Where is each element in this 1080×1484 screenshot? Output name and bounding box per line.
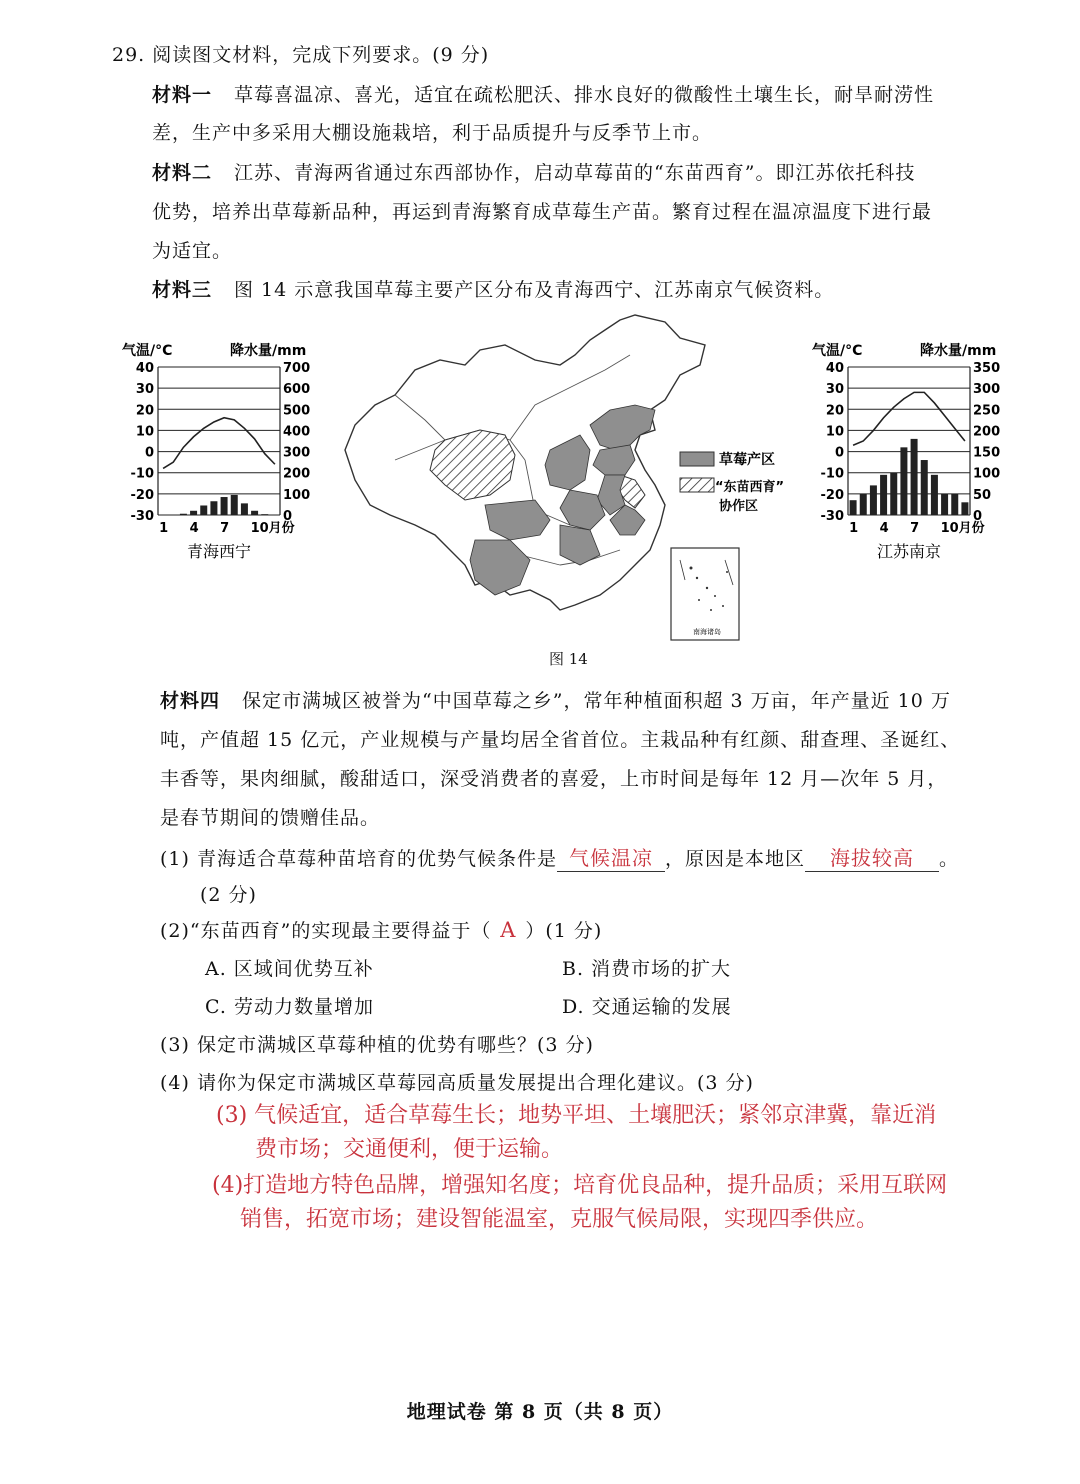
- material-4-line-3: 丰香等，果肉细腻，酸甜适口，深受消费者的喜爱，上市时间是每年 12 月—次年 5 月，: [160, 768, 948, 790]
- precip-bar: [261, 514, 268, 515]
- q3-line: (3) 保定市满城区草莓种植的优势有哪些？(3 分): [160, 1034, 594, 1056]
- china-map: [335, 310, 785, 650]
- x-tick-label: 4: [189, 521, 199, 536]
- q1-prefix: (1) 青海适合草莓种苗培育的优势气候条件是: [160, 848, 557, 870]
- temp-tick-label: -10: [820, 466, 844, 482]
- legend-coop-label-1: “东苗西育”: [715, 480, 785, 495]
- precip-tick-label: 200: [973, 424, 1001, 440]
- precip-tick-label: 600: [283, 382, 311, 398]
- material-4-label: 材料四: [160, 690, 221, 712]
- footer-text: 地理试卷 第 8 页（共 8 页）: [406, 1401, 674, 1423]
- material-1-line-2: 差，生产中多采用大棚设施栽培，利于品质提升与反季节上市。: [152, 122, 713, 144]
- temp-tick-label: -20: [820, 487, 844, 503]
- temp-tick-label: -20: [130, 487, 154, 503]
- precip-bar: [190, 511, 197, 515]
- precip-tick-label: 300: [283, 445, 311, 461]
- precip-bar: [200, 505, 207, 515]
- temp-tick-label: 40: [135, 361, 154, 376]
- figure-caption: 图 14: [549, 650, 588, 668]
- precip-axis-label: 降水量/mm: [230, 343, 307, 359]
- x-tick-label: 4: [879, 521, 889, 536]
- precip-tick-label: 250: [973, 403, 1001, 419]
- q2-option-c[interactable]: C. 劳动力数量增加: [205, 996, 374, 1018]
- precip-tick-label: 100: [283, 487, 311, 503]
- x-tick-label: 7: [910, 521, 920, 536]
- precip-tick-label: 700: [283, 361, 311, 376]
- chart-title: 江苏南京: [876, 542, 942, 561]
- precip-bar: [880, 475, 887, 515]
- temp-tick-label: 20: [135, 403, 154, 419]
- inset-label: 南海诸岛: [693, 628, 721, 636]
- precip-tick-label: 350: [973, 361, 1001, 376]
- precip-bar: [180, 514, 187, 515]
- material-1-text: 草莓喜温凉、喜光，适宜在疏松肥沃、排水良好的微酸性土壤生长，耐旱耐涝性: [234, 84, 935, 106]
- precip-tick-label: 200: [283, 466, 311, 482]
- material-4-line-1: [160, 686, 951, 713]
- precip-bar: [941, 494, 948, 515]
- precip-tick-label: 150: [973, 445, 1001, 461]
- q1-middle: ，原因是本地区: [664, 848, 805, 870]
- temp-tick-label: 30: [135, 382, 154, 398]
- material-4-line-2: 吨，产值超 15 亿元，产业规模与产量均居全省首位。主栽品种有红颜、甜查理、圣诞红、: [160, 729, 961, 751]
- q2-line: [160, 916, 602, 943]
- precip-bar: [951, 494, 958, 515]
- temp-tick-label: 20: [825, 403, 844, 419]
- material-2-label: 材料二: [152, 162, 213, 184]
- precip-bar: [850, 500, 857, 515]
- q4-line: (4) 请你为保定市满城区草莓园高质量发展提出合理化建议。(3 分): [160, 1072, 754, 1094]
- material-4-text: 保定市满城区被誉为“中国草莓之乡”，常年种植面积超 3 万亩，年产量近 10 万: [242, 690, 951, 712]
- precip-tick-label: 300: [973, 382, 1001, 398]
- temp-tick-label: 0: [834, 445, 844, 461]
- precip-bar: [221, 497, 228, 515]
- x-tick-label: 1: [849, 521, 859, 536]
- q2-prefix: (2)“东苗西育”的实现最主要得益于（: [160, 920, 492, 942]
- precip-tick-label: 400: [283, 424, 311, 440]
- precip-tick-label: 100: [973, 466, 1001, 482]
- answer-4-line-1: (4)打造地方特色品牌，增强知名度；培育优良品种，提升品质；采用互联网: [212, 1173, 948, 1198]
- material-1-line-1: [152, 80, 934, 107]
- page-footer: [0, 1397, 1080, 1424]
- material-3-text: 图 14 示意我国草莓主要产区分布及青海西宁、江苏南京气候资料。: [234, 279, 835, 301]
- precip-axis-label: 降水量/mm: [920, 343, 997, 359]
- precip-tick-label: 500: [283, 403, 311, 419]
- material-3-line-1: [152, 275, 834, 302]
- q2-suffix: ）(1 分): [525, 920, 603, 942]
- x-tick-label: 10月份: [250, 521, 295, 536]
- temp-tick-label: -10: [130, 466, 154, 482]
- legend-coop-swatch: [680, 478, 714, 492]
- precip-bar: [890, 473, 897, 515]
- precip-bar: [251, 511, 258, 515]
- temp-tick-label: 30: [825, 382, 844, 398]
- precip-bar: [961, 502, 968, 515]
- question-title: 29. 阅读图文材料，完成下列要求。(9 分): [112, 44, 490, 66]
- precip-bar: [921, 460, 928, 515]
- x-tick-label: 10月份: [940, 521, 985, 536]
- precip-bar: [231, 495, 238, 515]
- precip-tick-label: 50: [973, 487, 992, 503]
- precip-bar: [210, 501, 217, 515]
- answer-3-line-2: 费市场；交通便利，便于运输。: [255, 1137, 564, 1162]
- precip-bar: [870, 485, 877, 515]
- legend-coop-label-2: 协作区: [719, 499, 759, 514]
- legend-producing-label: 草莓产区: [719, 452, 775, 468]
- x-tick-label: 7: [220, 521, 230, 536]
- precip-bar: [931, 475, 938, 515]
- temp-tick-label: -30: [130, 509, 154, 524]
- temperature-line: [853, 392, 965, 445]
- material-2-line-2: 优势，培养出草莓新品种，再运到青海繁育成草莓生产苗。繁育过程在温凉温度下进行最: [152, 201, 933, 223]
- xining-climate-chart: [120, 335, 335, 570]
- answer-4-line-2: 销售，拓宽市场；建设智能温室，克服气候局限，实现四季供应。: [240, 1207, 879, 1232]
- precip-tick-label: 0: [283, 509, 293, 524]
- south-sea-inset: [671, 548, 739, 640]
- q2-option-b[interactable]: B. 消费市场的扩大: [562, 958, 732, 980]
- q1-suffix: 。: [938, 848, 959, 870]
- temp-tick-label: 10: [825, 424, 844, 440]
- x-tick-label: 1: [159, 521, 169, 536]
- precip-bar: [911, 439, 918, 515]
- temp-axis-label: 气温/°C: [812, 343, 863, 359]
- q2-option-a[interactable]: A. 区域间优势互补: [205, 958, 374, 980]
- q1-answer-1[interactable]: 气候温凉: [557, 842, 665, 872]
- q1-score: (2 分): [200, 884, 257, 906]
- temp-tick-label: -30: [820, 509, 844, 524]
- precip-tick-label: 0: [973, 509, 983, 524]
- material-2-line-3: 为适宜。: [152, 240, 233, 262]
- q1-answer-2[interactable]: 海拔较高: [805, 842, 939, 872]
- temp-axis-label: 气温/°C: [122, 343, 173, 359]
- material-2-line-1: [152, 158, 915, 185]
- q2-answer[interactable]: A: [500, 918, 517, 942]
- temp-tick-label: 40: [825, 361, 844, 376]
- precip-bar: [860, 494, 867, 515]
- material-2-text: 江苏、青海两省通过东西部协作，启动草莓苗的“东苗西育”。即江苏依托科技: [234, 162, 916, 184]
- material-4-line-4: 是春节期间的馈赠佳品。: [160, 807, 381, 829]
- temperature-line: [163, 418, 275, 469]
- material-1-label: 材料一: [152, 84, 213, 106]
- q1-line: [160, 842, 959, 872]
- material-3-label: 材料三: [152, 279, 213, 301]
- chart-title: 青海西宁: [186, 542, 252, 561]
- answer-3-line-1: (3) 气候适宜，适合草莓生长；地势平坦、土壤肥沃；紧邻京津冀，靠近消: [216, 1103, 937, 1128]
- precip-bar: [900, 447, 907, 515]
- nanjing-climate-chart: [810, 335, 1025, 570]
- temp-tick-label: 10: [135, 424, 154, 440]
- precip-bar: [241, 503, 248, 515]
- temp-tick-label: 0: [144, 445, 154, 461]
- q2-option-d[interactable]: D. 交通运输的发展: [562, 996, 732, 1018]
- legend-producing-swatch: [680, 452, 714, 466]
